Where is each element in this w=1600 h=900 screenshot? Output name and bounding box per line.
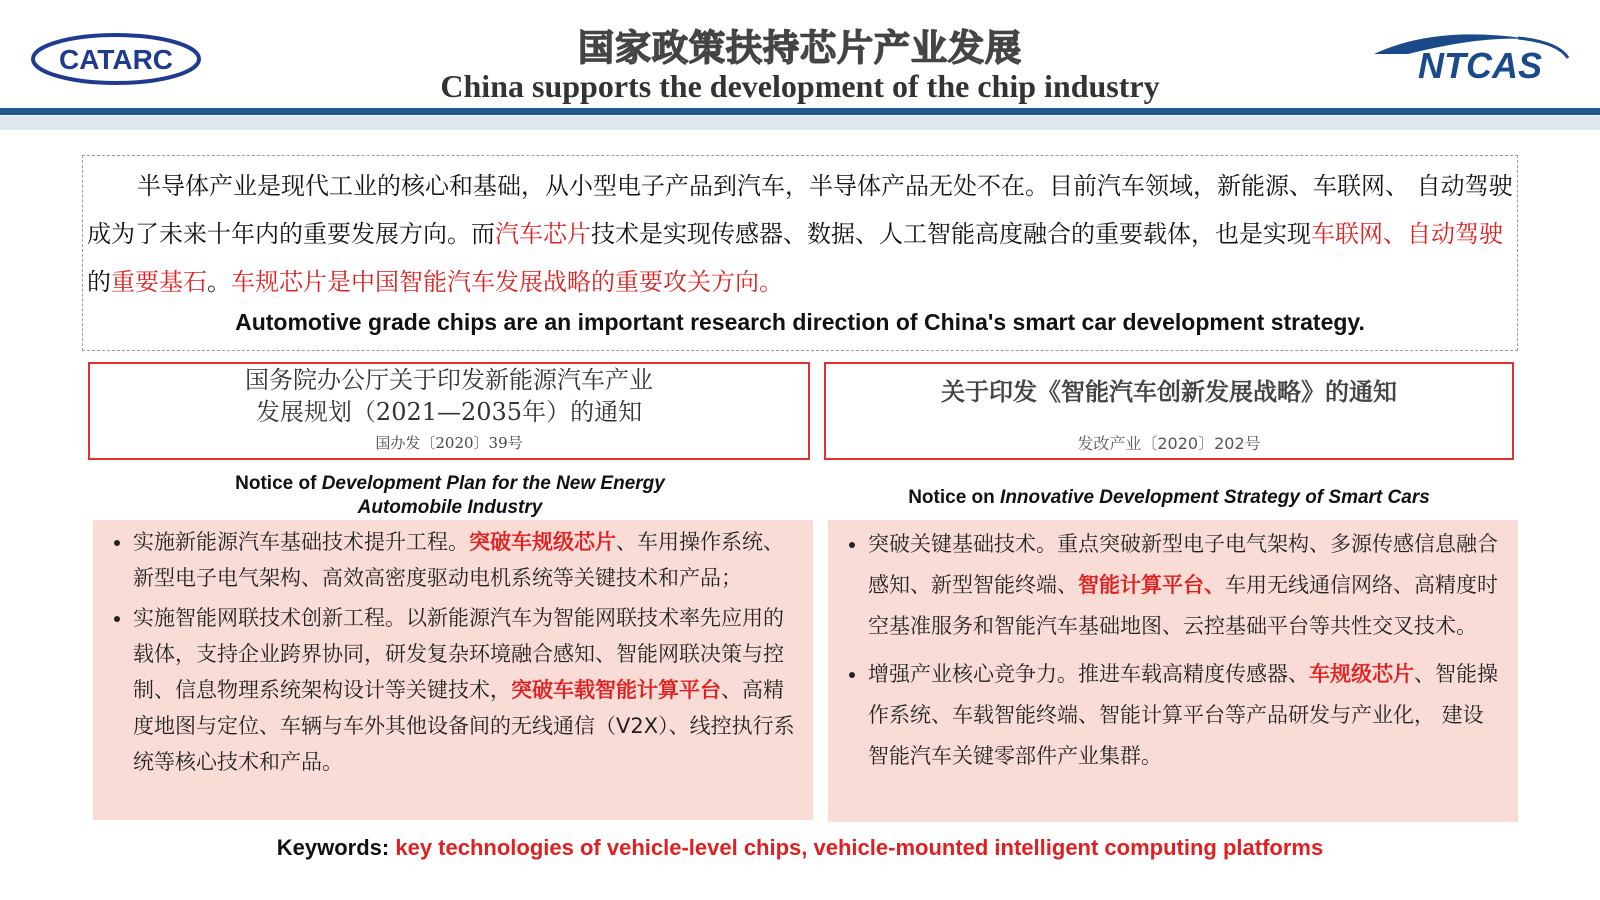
list-item: • 实施新能源汽车基础技术提升工程。突破车规级芯片、车用操作系统、新型电子电气架构、高效高密度驱动电机系统等关键技术和产品； — [133, 524, 801, 596]
header-divider — [0, 108, 1600, 115]
doc-right-title: 关于印发《智能汽车创新发展战略》的通知 — [941, 378, 1397, 406]
ntcas-logo — [1368, 28, 1576, 84]
keywords-line — [0, 835, 1600, 861]
keywords-label: Keywords: — [276, 835, 396, 860]
logo-right-text: NTCAS — [1418, 45, 1542, 84]
doc-right-number: 发改产业〔2020〕202号 — [1077, 434, 1261, 453]
intro-box — [82, 155, 1518, 351]
list-item: • 增强产业核心竞争力。推进车载高精度传感器、车规级芯片、智能操作系统、车载智能终端、智能计算平台等产品研发与产业化， 建设智能汽车关键零部件产业集群。 — [868, 654, 1504, 777]
page-title-cn: 国家政策扶持芯片产业发展 — [577, 28, 1022, 69]
intro-english: Automotive grade chips are an important research direction of China's smart car development strategy. — [235, 309, 1365, 335]
list-item: • 突破关键基础技术。重点突破新型电子电气架构、多源传感信息融合感知、新型智能终端、智能计算平台、车用无线通信网络、高精度时空基准服务和智能汽车基础地图、云控基础平台等共性交叉技术。 — [868, 524, 1504, 647]
notice-right: Notice on Innovative Development Strategy of Smart Cars — [908, 487, 1430, 508]
page-title-en: China supports the development of the chip industry — [440, 68, 1160, 104]
doc-image-left — [88, 362, 810, 460]
notice-left: Notice of Development Plan for the New Energy Automobile Industry — [235, 473, 665, 518]
list-item: • 实施智能网联技术创新工程。以新能源汽车为智能网联技术率先应用的载体，支持企业跨界协同，研发复杂环境融合感知、智能网联决策与控制、信息物理系统架构设计等关键技术，突破车载智能计算平台、高精度地图与定位、车辆与车外其他设备间的无线通信（V2X）、线控执行系统等核心技术和产品。 — [133, 600, 801, 780]
policy-panel-right — [828, 520, 1518, 822]
doc-left-title-line1: 国务院办公厅关于印发新能源汽车产业 — [245, 366, 653, 394]
logo-left-text: CATARC — [58, 44, 174, 75]
doc-image-right — [824, 362, 1514, 460]
policy-panel-left — [93, 520, 813, 820]
doc-left-title-line2: 发展规划（2021—2035年）的通知 — [255, 398, 643, 426]
doc-left-number: 国办发〔2020〕39号 — [375, 434, 523, 452]
keywords-value: key technologies of vehicle-level chips, vehicle-mounted intelligent computing platforms — [395, 835, 1324, 860]
intro-paragraph: 半导体产业是现代工业的核心和基础，从小型电子产品到汽车，半导体产品无处不在。目前汽车领域，新能源、车联网、 自动驾驶成为了未来十年内的重要发展方向。而汽车芯片技术是实现传感器、数据、人工智能高度融合的重要载体，也是实现车联网、自动驾驶的重要基石。车规芯片是中国智能汽车发展战略的重要攻关方向。 — [87, 172, 1513, 296]
header-divider-light — [0, 116, 1600, 130]
